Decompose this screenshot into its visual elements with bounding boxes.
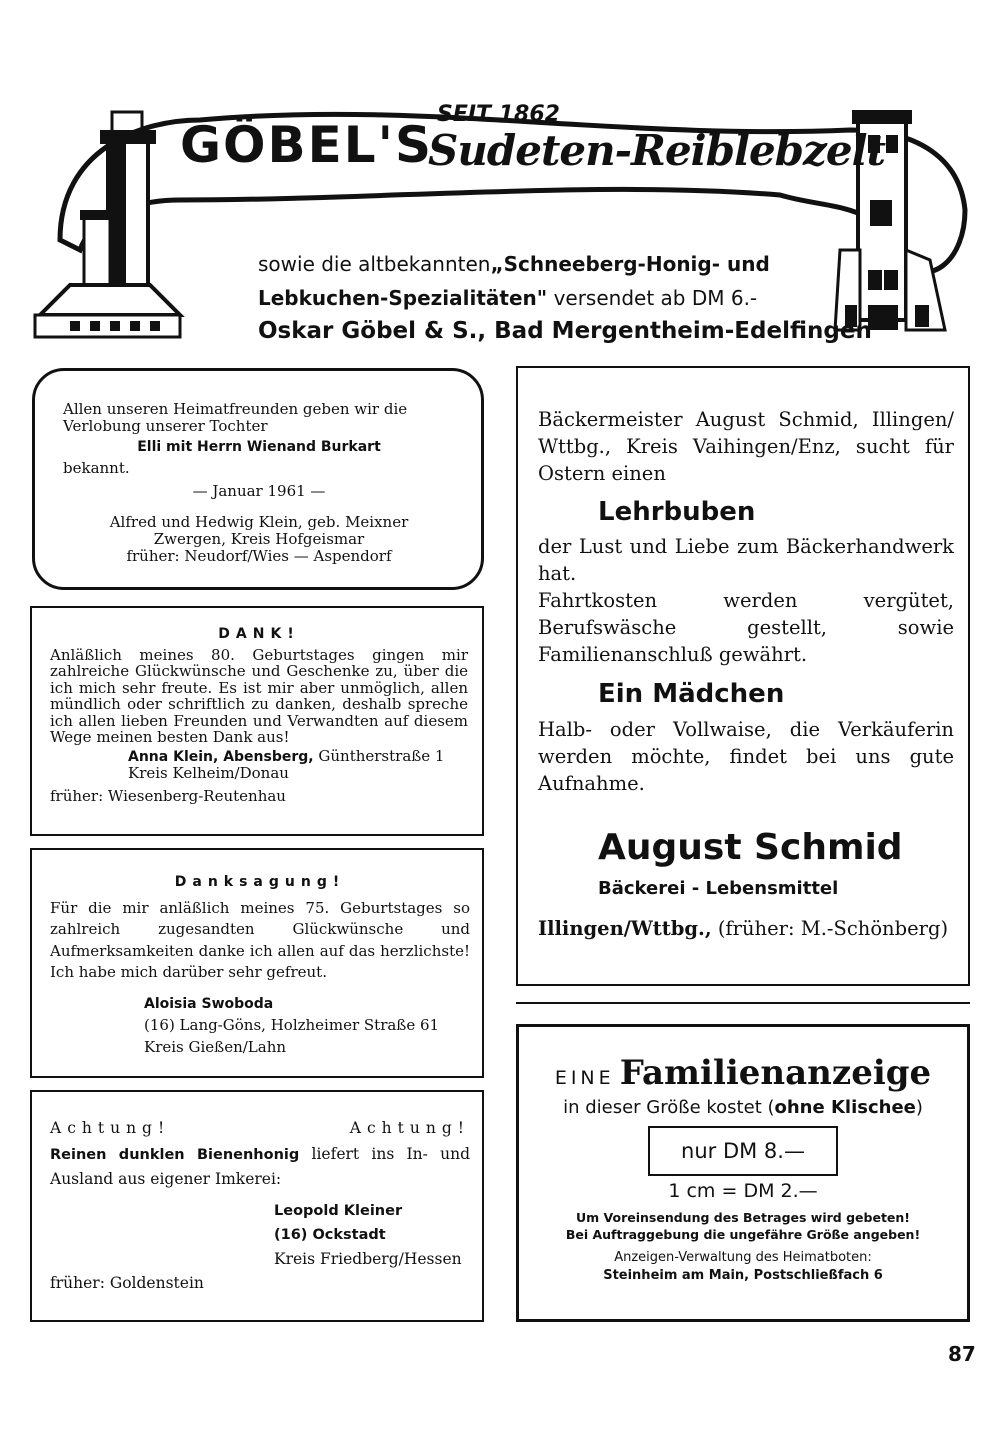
left-tower-icon xyxy=(35,112,180,337)
price-subtitle xyxy=(519,1097,967,1118)
danksagung-title: Danksagung! xyxy=(174,874,346,890)
baker-company: August Schmid xyxy=(598,827,903,868)
honey-name: Leopold Kleiner xyxy=(274,1203,403,1219)
honey-achtung-right: Achtung! xyxy=(349,1119,470,1137)
engagement-sender-1: Alfred und Hedwig Klein, geb. Meixner xyxy=(109,513,409,531)
dank-body: Anläßlich meines 80. Geburtstages gingen mir zahlreiche Glückwünsche und Geschenke zu, über die ich mich sehr freute. Es ist mir aber unmöglich, allen mündlich oder schriftlich zu danken, deshalb spreche ich allen lieben Freunden und Verwandten auf diesem Wege meinen besten Dank aus! xyxy=(50,645,468,746)
baker-trade: Bäckerei - Lebensmittel xyxy=(598,878,839,899)
header-line-2 xyxy=(258,286,757,310)
honey-ad xyxy=(30,1090,484,1322)
honey-formerly: früher: Goldenstein xyxy=(50,1274,204,1292)
price-title: Familienanzeige xyxy=(619,1053,932,1093)
separator-line xyxy=(516,1002,970,1004)
price-rate: 1 cm = DM 2.— xyxy=(668,1180,818,1202)
price-address: Steinheim am Main, Postschließfach 6 xyxy=(603,1268,883,1283)
family-ad-price-box xyxy=(516,1024,970,1322)
since-label: SEIT 1862 xyxy=(437,102,560,127)
baker-text-apprentice: der Lust und Liebe zum Bäckerhandwerk hat. xyxy=(538,535,954,585)
baker-formerly: (früher: M.-Schönberg) xyxy=(717,917,949,940)
baker-text-girl: Halb- oder Vollwaise, die Verkäuferin werden möchte, findet bei uns gute Aufnahme. xyxy=(538,718,954,795)
baker-ad xyxy=(516,366,970,986)
price-admin: Anzeigen-Verwaltung des Heimatboten: xyxy=(614,1250,872,1265)
honey-achtung-left: Achtung! xyxy=(50,1119,171,1137)
header-line-2-bold: Lebkuchen-Spezialitäten" xyxy=(258,286,548,310)
price-title-row xyxy=(519,1053,967,1093)
dank-district: Kreis Kelheim/Donau xyxy=(128,764,289,782)
engagement-line-2: Verlobung unserer Tochter xyxy=(63,417,268,435)
dank-formerly: früher: Wiesenberg-Reutenhau xyxy=(50,786,286,805)
header-line-1-bold: „Schneeberg-Honig- und xyxy=(490,252,770,276)
engagement-notice xyxy=(32,368,484,590)
baker-text-benefits: Fahrtkosten werden vergütet, Berufswäsche gestellt, sowie Familienanschluß gewährt. xyxy=(538,589,954,666)
brand-name: GÖBEL'S xyxy=(180,116,433,174)
price-amount: nur DM 8.— xyxy=(681,1139,805,1163)
baker-heading-girl: Ein Mädchen xyxy=(598,679,785,709)
baker-town-row xyxy=(538,915,954,942)
honey-offer-rest: liefert ins In- und Ausland aus eigener Imkerei: xyxy=(50,1145,470,1188)
honey-offer-bold: Reinen dunklen Bienenhonig xyxy=(50,1147,300,1163)
header-line-1-text: sowie die altbekannten xyxy=(258,252,491,276)
price-note-2: Bei Auftraggebung die ungefähre Größe angeben! xyxy=(565,1227,921,1242)
price-subtitle-bold: ohne Klischee xyxy=(774,1097,916,1118)
honey-achtung-row xyxy=(50,1116,470,1140)
header-ad xyxy=(0,90,1000,360)
engagement-sender-2: Zwergen, Kreis Hofgeismar xyxy=(153,530,365,548)
dank-street: Güntherstraße 1 xyxy=(318,746,445,765)
price-subtitle-pre: in dieser Größe kostet ( xyxy=(563,1097,775,1118)
baker-heading-apprentice: Lehrbuben xyxy=(598,497,756,527)
header-line-2-text: versendet ab DM 6.- xyxy=(553,286,758,310)
header-line-3: Oskar Göbel & S., Bad Mergentheim-Edelfingen xyxy=(258,318,872,344)
price-subtitle-post: ) xyxy=(915,1097,923,1118)
engagement-sender-3: früher: Neudorf/Wies — Aspendorf xyxy=(126,547,392,565)
dank-signature xyxy=(50,748,468,766)
danksagung-name: Aloisia Swoboda xyxy=(144,995,274,1012)
price-amount-box xyxy=(648,1126,838,1176)
danksagung-district: Kreis Gießen/Lahn xyxy=(144,1037,287,1056)
danksagung-notice xyxy=(30,848,484,1078)
engagement-names: Elli mit Herrn Wienand Burkart xyxy=(137,439,381,455)
brand-script: Sudeten-Reiblebzelt xyxy=(428,126,885,175)
dank-notice xyxy=(30,606,484,836)
header-line-1 xyxy=(258,252,770,276)
baker-intro: Bäckermeister August Schmid, Illingen/ Wttbg., Kreis Vaihingen/Enz, sucht für Ostern einen xyxy=(538,408,954,485)
dank-title: DANK! xyxy=(218,626,300,642)
price-note-1: Um Voreinsendung des Betrages wird gebeten! xyxy=(575,1210,910,1225)
baker-town: Illingen/Wttbg., xyxy=(538,917,712,940)
honey-place: (16) Ockstadt xyxy=(274,1227,386,1243)
engagement-bekannt: bekannt. xyxy=(63,459,130,477)
engagement-line-1: Allen unseren Heimatfreunden geben wir die xyxy=(63,400,408,418)
dank-name: Anna Klein, Abensberg, xyxy=(128,748,314,765)
honey-offer xyxy=(50,1142,470,1191)
honey-district: Kreis Friedberg/Hessen xyxy=(274,1250,462,1268)
engagement-date: — Januar 1961 — xyxy=(192,482,326,500)
danksagung-address: (16) Lang-Göns, Holzheimer Straße 61 xyxy=(144,1016,440,1034)
page-number: 87 xyxy=(948,1342,976,1366)
danksagung-body: Für die mir anläßlich meines 75. Geburtstages so zahlreich zugesandten Glückwünsche und Aufmerksamkeiten danke ich allen auf das herzlichste! Ich habe mich darüber sehr gefreut. xyxy=(50,898,470,981)
price-eine: EINE xyxy=(554,1067,615,1089)
